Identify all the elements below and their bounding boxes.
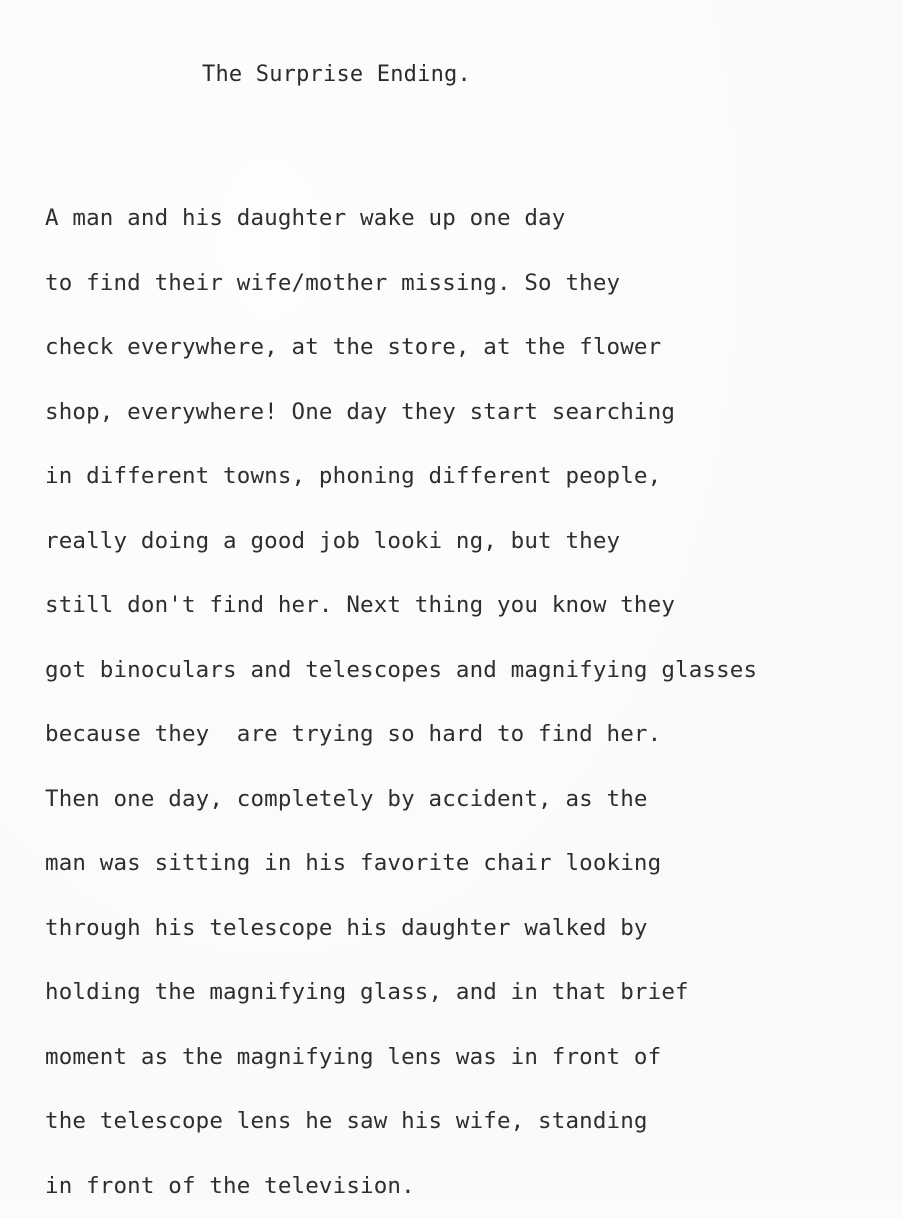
text-line: Then one day, completely by accident, as the xyxy=(45,767,757,832)
text-line: in different towns, phoning different people, xyxy=(45,444,757,509)
text-line: through his telescope his daughter walked by xyxy=(45,896,757,961)
text-line: really doing a good job looki ng, but they xyxy=(45,509,757,574)
text-line: holding the magnifying glass, and in that brief xyxy=(45,960,757,1025)
story-body xyxy=(45,186,757,1218)
text-line: man was sitting in his favorite chair looking xyxy=(45,831,757,896)
text-line: because they are trying so hard to find her. xyxy=(45,702,757,767)
text-line: in front of the television. xyxy=(45,1154,757,1218)
text-line: the telescope lens he saw his wife, standing xyxy=(45,1089,757,1154)
text-line: moment as the magnifying lens was in front of xyxy=(45,1025,757,1090)
text-line: shop, everywhere! One day they start searching xyxy=(45,380,757,445)
text-line: A man and his daughter wake up one day xyxy=(45,186,757,251)
text-line: check everywhere, at the store, at the flower xyxy=(45,315,757,380)
text-line: still don't find her. Next thing you know they xyxy=(45,573,757,638)
text-line: to find their wife/mother missing. So they xyxy=(45,251,757,316)
text-line: got binoculars and telescopes and magnifying glasses xyxy=(45,638,757,703)
page-title: The Surprise Ending. xyxy=(202,60,471,90)
